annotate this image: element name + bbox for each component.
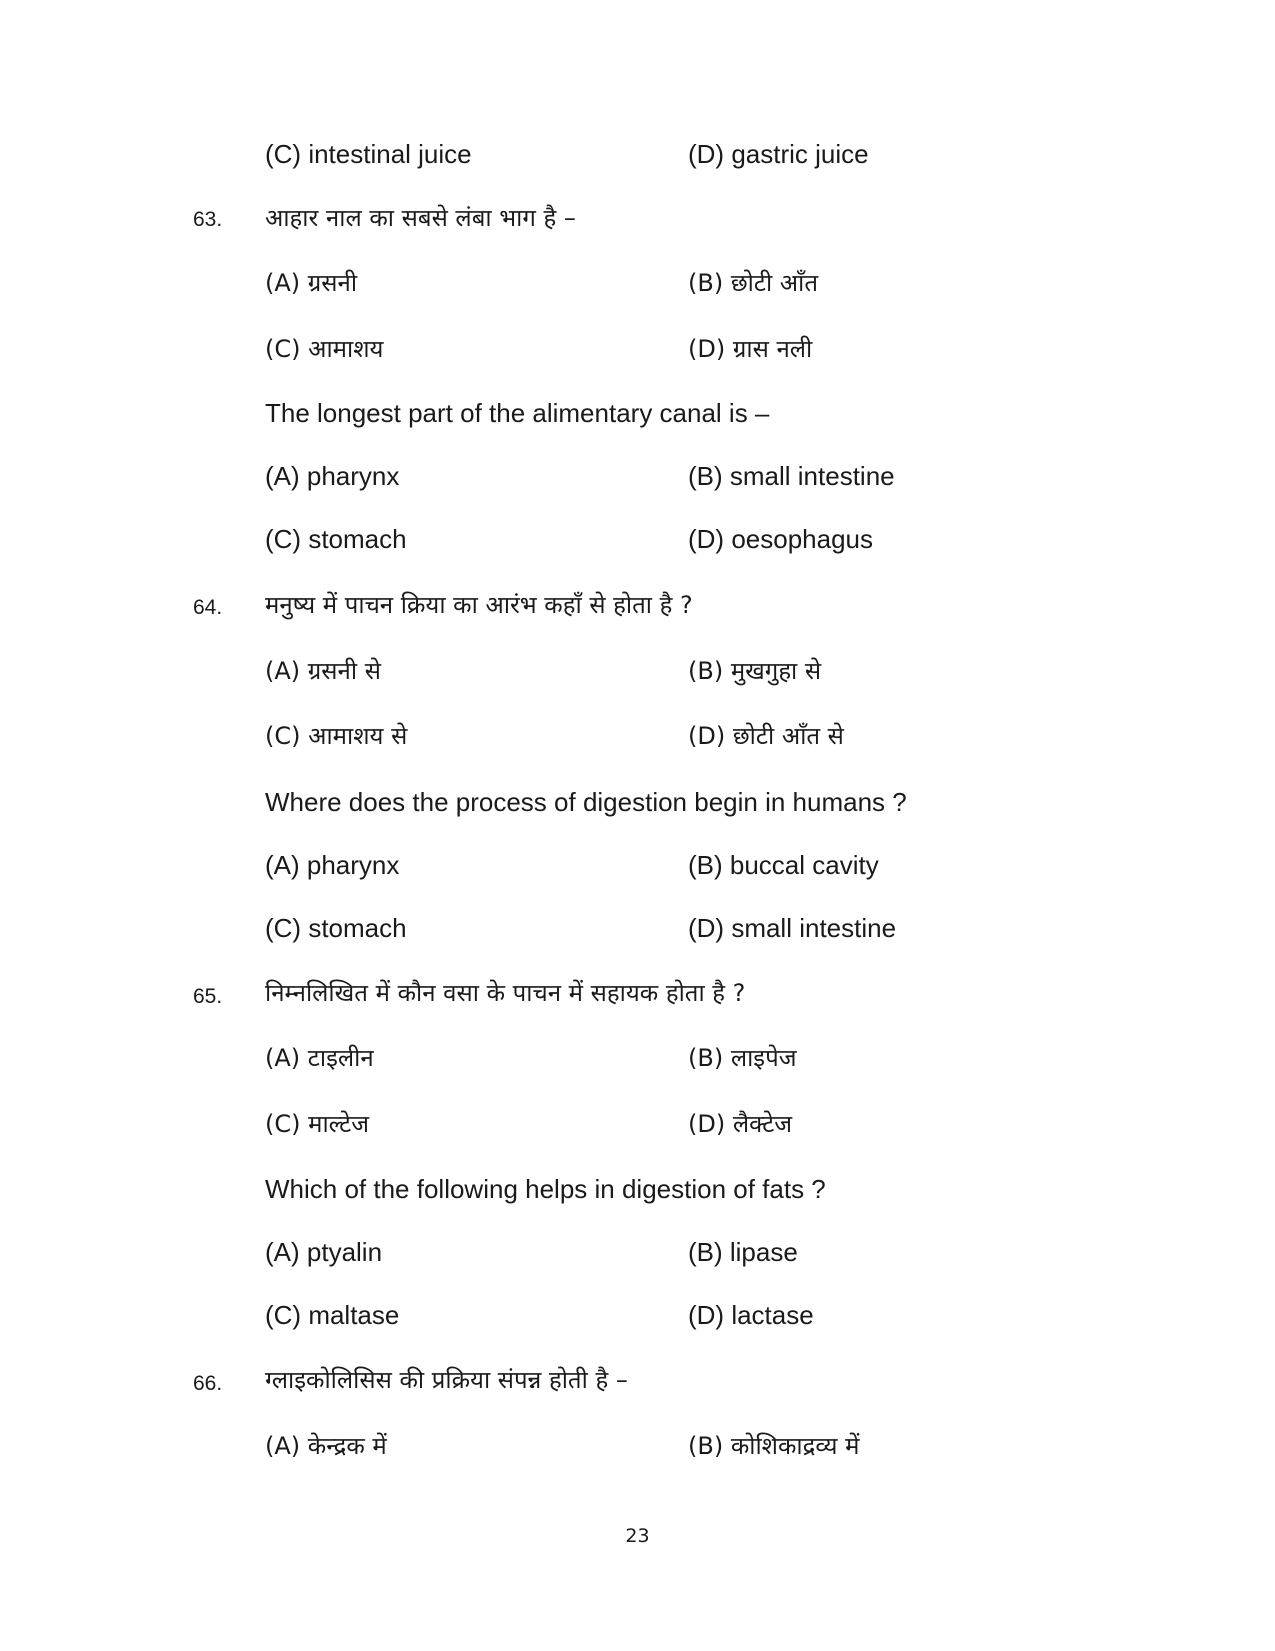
option-a-hindi: (A) ग्रसनी से (265, 657, 381, 685)
option-d-hindi: (D) लैक्टेज (688, 1110, 793, 1138)
option-d: (D) gastric juice (688, 139, 869, 169)
option-d: (D) small intestine (688, 913, 897, 943)
option-c-hindi: (C) आमाशय से (265, 722, 408, 750)
question-number: 63. (193, 208, 223, 231)
option-b: (B) lipase (688, 1237, 798, 1267)
question-stem-english: Where does the process of digestion begin in humans ? (265, 787, 907, 817)
page-number: 23 (625, 1525, 650, 1547)
option-a: (A) ptyalin (265, 1237, 383, 1267)
option-c: (C) stomach (265, 913, 407, 943)
option-a: (A) pharynx (265, 461, 400, 491)
option-c: (C) intestinal juice (265, 139, 472, 169)
option-c: (C) stomach (265, 524, 407, 554)
question-number: 65. (193, 985, 223, 1008)
question-stem-hindi: ग्लाइकोलिसिस की प्रक्रिया संपन्न होती है – (265, 1366, 628, 1394)
option-c-hindi: (C) आमाशय (265, 335, 384, 363)
option-a-hindi: (A) केन्द्रक में (265, 1432, 387, 1460)
option-a: (A) pharynx (265, 850, 400, 880)
option-b: (B) small intestine (688, 461, 895, 491)
option-d-hindi: (D) छोटी आँत से (688, 722, 844, 750)
option-d-hindi: (D) ग्रास नली (688, 335, 813, 363)
option-c: (C) maltase (265, 1300, 400, 1330)
option-b: (B) buccal cavity (688, 850, 879, 880)
option-b-hindi: (B) छोटी आँत (688, 269, 819, 297)
option-c-hindi: (C) माल्टेज (265, 1110, 370, 1138)
option-b-hindi: (B) मुखगुहा से (688, 657, 822, 685)
question-stem-english: Which of the following helps in digestion of fats ? (265, 1174, 826, 1204)
option-b-hindi: (B) लाइपेज (688, 1044, 797, 1072)
question-stem-hindi: आहार नाल का सबसे लंबा भाग है – (265, 204, 576, 232)
question-stem-hindi: निम्नलिखित में कौन वसा के पाचन में सहायक होता है ? (265, 979, 746, 1007)
option-a-hindi: (A) ग्रसनी (265, 269, 358, 297)
question-stem-hindi: मनुष्य में पाचन क्रिया का आरंभ कहाँ से होता है ? (265, 591, 693, 619)
option-b-hindi: (B) कोशिकाद्रव्य में (688, 1432, 860, 1460)
option-d: (D) lactase (688, 1300, 814, 1330)
option-a-hindi: (A) टाइलीन (265, 1044, 374, 1072)
question-stem-english: The longest part of the alimentary canal is – (265, 398, 770, 428)
option-d: (D) oesophagus (688, 524, 873, 554)
question-number: 66. (193, 1372, 223, 1395)
question-number: 64. (193, 596, 223, 619)
